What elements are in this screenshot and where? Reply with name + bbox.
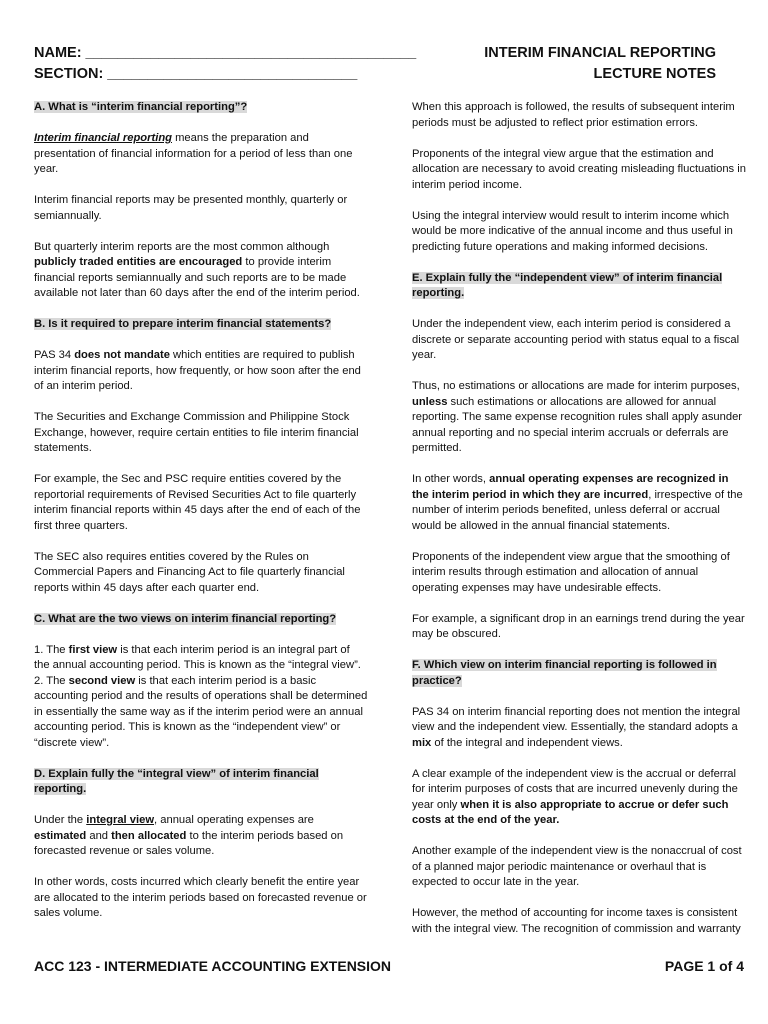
paragraph: The SEC also requires entities covered by the Rules on Commercial Papers and Financing Act to file quarterly financial reports within 45 days after each quarter end. xyxy=(34,550,345,594)
paragraph: Under the integral view, annual operating expenses are estimated and then allocated to the interim periods based on forecasted revenue or sales volume. xyxy=(34,814,344,857)
paragraph: PAS 34 on interim financial reporting does not mention the integral view and the independent view. Essentially, the standard adopts a mix of the integral and independent views. xyxy=(412,705,741,749)
paragraph: Under the independent view, each interim period is considered a discrete or separate accounting period with status equal to a fiscal year. xyxy=(412,318,740,361)
section-line: SECTION: _______________________________ xyxy=(34,66,358,82)
page-header xyxy=(34,43,716,87)
page-footer xyxy=(34,958,744,978)
question-a-heading: A. What is “interim financial reporting”? xyxy=(34,101,248,113)
paragraph: In other words, annual operating expenses are recognized in the interim period in which they are incurred, irrespective of the number of interim periods benefited, unless deferral or accrual would be allowed in the annual financial statements. xyxy=(412,473,743,532)
paragraph: In other words, costs incurred which clearly benefit the entire year are allocated to the interim periods based on forecasted revenue or sales volume. xyxy=(34,876,367,919)
question-f-heading: F. Which view on interim financial reporting is followed in practice? xyxy=(412,659,717,687)
document-subtitle: LECTURE NOTES xyxy=(593,66,716,82)
paragraph: For example, a significant drop in an earnings trend during the year may be obscured. xyxy=(412,612,745,640)
name-line: NAME: _________________________________________ xyxy=(34,45,417,61)
right-column xyxy=(412,100,746,953)
left-column xyxy=(34,100,368,937)
question-d-heading: D. Explain fully the “integral view” of interim financial reporting. xyxy=(34,767,319,795)
paragraph: Proponents of the integral view argue that the estimation and allocation are necessary to avoid creating misleading fluctuations in interim period income. xyxy=(412,147,746,191)
page-number: PAGE 1 of 4 xyxy=(664,958,744,974)
paragraph: Interim financial reporting means the preparation and presentation of financial information for a period of less than one year. xyxy=(34,132,353,175)
paragraph: PAS 34 does not mandate which entities are required to publish interim financial reports, how frequently, or how soon after the end of an interim period. xyxy=(34,349,361,392)
paragraph: The Securities and Exchange Commission and Philippine Stock Exchange, however, require certain entities to file interim financial statements. xyxy=(34,411,359,454)
course-title: ACC 123 - INTERMEDIATE ACCOUNTING EXTENSION xyxy=(34,958,392,974)
paragraph: But quarterly interim reports are the most common although publicly traded entities are encouraged to provide interim financial reports semiannually and such reports are to be made available not later than 60 days after the end of the interim period. xyxy=(34,240,360,299)
paragraph: A clear example of the independent view is the accrual or deferral for interim purposes of costs that are incurred unevenly during the year only when it is also appropriate to accrue or defer such costs at the end of the year. xyxy=(412,767,738,826)
document-title: INTERIM FINANCIAL REPORTING xyxy=(484,45,716,61)
paragraph: 1. The first view is that each interim period is an integral part of the annual accounting period. This is known as the “integral view”. 2. The second view is that each interim period is a basic accounting period and the results of operations shall be determined in essentially the same way as if the interim period were an annual accounting period. This is known as the “independent view” or “discrete view”. xyxy=(34,643,368,749)
paragraph: However, the method of accounting for income taxes is consistent with the integral view. The recognition of commission and warranty xyxy=(412,907,741,935)
paragraph: Using the integral interview would result to interim income which would be more indicative of the annual income and thus useful in predicting future operations and making informed decisions. xyxy=(412,209,733,253)
paragraph: Another example of the independent view is the nonaccrual of cost of a planned major periodic maintenance or overhaul that is expected to occur late in the year. xyxy=(412,845,742,888)
paragraph: Thus, no estimations or allocations are made for interim purposes, unless such estimations or allocations are allowed for annual reporting. The same expense recognition rules shall apply asunder annual reporting and no special interim accruals or deferrals are permitted. xyxy=(412,380,743,454)
paragraph: For example, the Sec and PSC require entities covered by the reportorial requirements of Revised Securities Act to file quarterly interim financial reports within 45 days after the end of each of the first three quarters. xyxy=(34,473,361,532)
question-c-heading: C. What are the two views on interim financial reporting? xyxy=(34,612,337,625)
paragraph: Interim financial reports may be presented monthly, quarterly or semiannually. xyxy=(34,194,348,222)
question-e-heading: E. Explain fully the “independent view” of interim financial reporting. xyxy=(412,271,723,299)
question-b-heading: B. Is it required to prepare interim financial statements? xyxy=(34,318,332,330)
paragraph: Proponents of the independent view argue that the smoothing of interim results through estimation and allocation of annual operating expenses may have undesirable effects. xyxy=(412,550,730,594)
paragraph: When this approach is followed, the results of subsequent interim periods must be adjusted to reflect prior estimation errors. xyxy=(412,101,735,129)
